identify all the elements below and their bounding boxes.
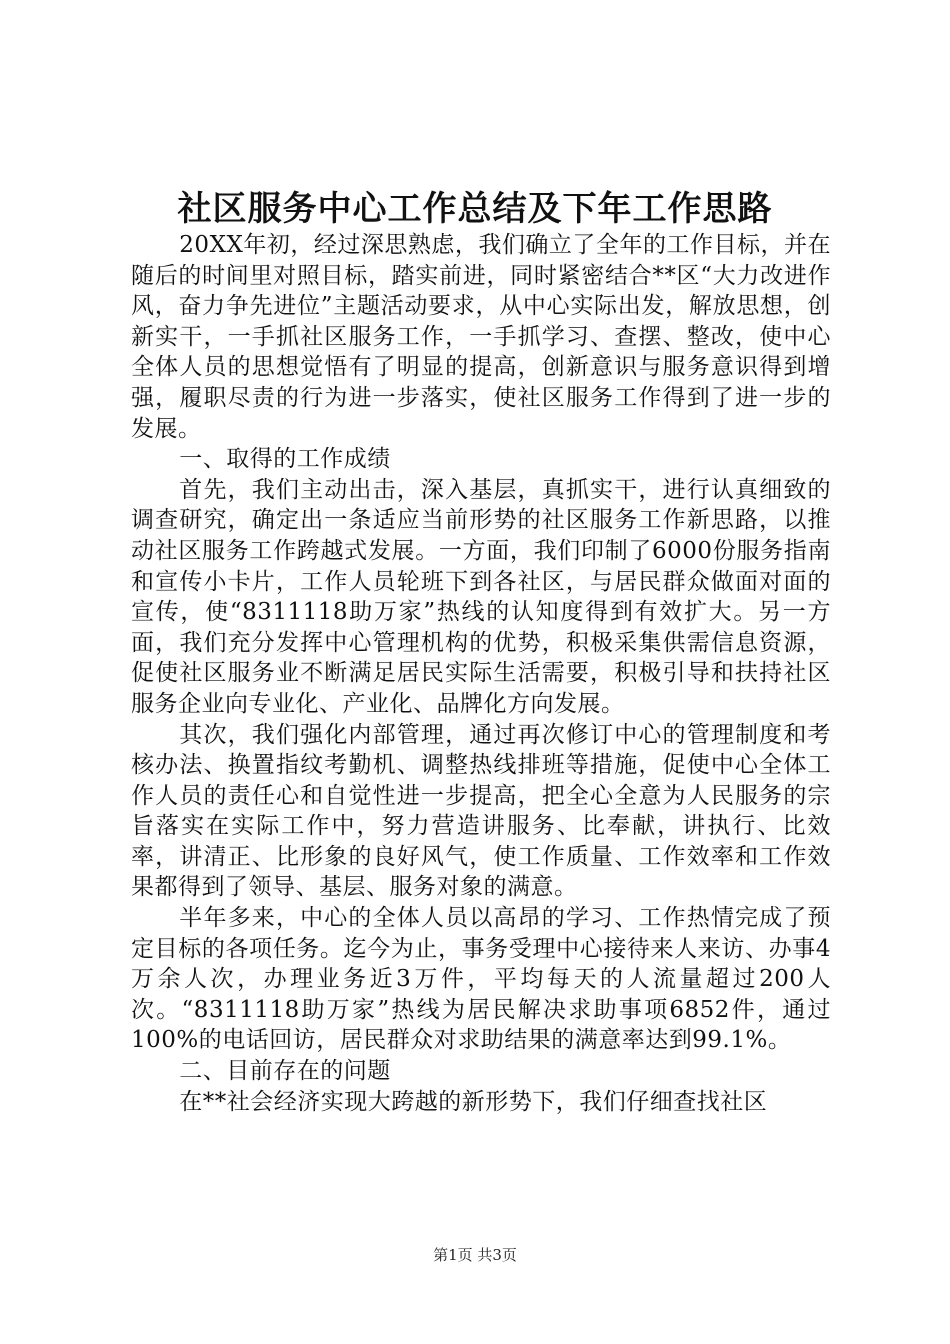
paragraph-first-measures: 首先，我们主动出击，深入基层，真抓实干，进行认真细致的调查研究，确定出一条适应当前形势的社区服务工作新思路，以推动社区服务工作跨越式发展。一方面，我们印制了6000份服务指南和宣传小卡片，工作人员轮班下到各社区，与居民群众做面对面的宣传，使“8311118助万家”热线的认知度得到有效扩大。另一方面，我们充分发挥中心管理机构的优势，积极采集供需信息资源，促使社区服务业不断满足居民实际生活需要，积极引导和扶持社区服务企业向专业化、产业化、品牌化方向发展。	[131, 476, 831, 717]
paragraph-results: 半年多来，中心的全体人员以高昂的学习、工作热情完成了预定目标的各项任务。迄今为止，事务受理中心接待来人来访、办事4万余人次，办理业务近3万件，平均每天的人流量超过200人次。“8311118助万家”热线为居民解决求助事项6852件，通过100%的电话回访，居民群众对求助结果的满意率达到99.1%。	[131, 905, 831, 1054]
page-number-footer: 第1页 共3页	[433, 1246, 517, 1264]
section-heading-achievements: 一、取得的工作成绩	[179, 446, 391, 473]
document-title: 社区服务中心工作总结及下年工作思路	[177, 189, 773, 229]
paragraph-internal-management: 其次，我们强化内部管理，通过再次修订中心的管理制度和考核办法、换置指纹考勤机、调整热线排班等措施，促使中心全体工作人员的责任心和自觉性进一步提高，把全心全意为人民服务的宗旨落实在实际工作中，努力营造讲服务、比奉献，讲执行、比效率，讲清正、比形象的良好风气，使工作质量、工作效率和工作效果都得到了领导、基层、服务对象的满意。	[131, 721, 831, 901]
intro-paragraph: 20XX年初，经过深思熟虑，我们确立了全年的工作目标，并在随后的时间里对照目标，踏实前进，同时紧密结合**区“大力改进作风，奋力争先进位”主题活动要求，从中心实际出发，解放思想，创新实干，一手抓社区服务工作，一手抓学习、查摆、整改，使中心全体人员的思想觉悟有了明显的提高，创新意识与服务意识得到增强，履职尽责的行为进一步落实，使社区服务工作得到了进一步的发展。	[131, 232, 831, 442]
paragraph-problems-intro: 在**社会经济实现大跨越的新形势下，我们仔细查找社区	[179, 1088, 768, 1115]
section-heading-problems: 二、目前存在的问题	[179, 1058, 391, 1085]
document-body	[131, 230, 831, 1117]
